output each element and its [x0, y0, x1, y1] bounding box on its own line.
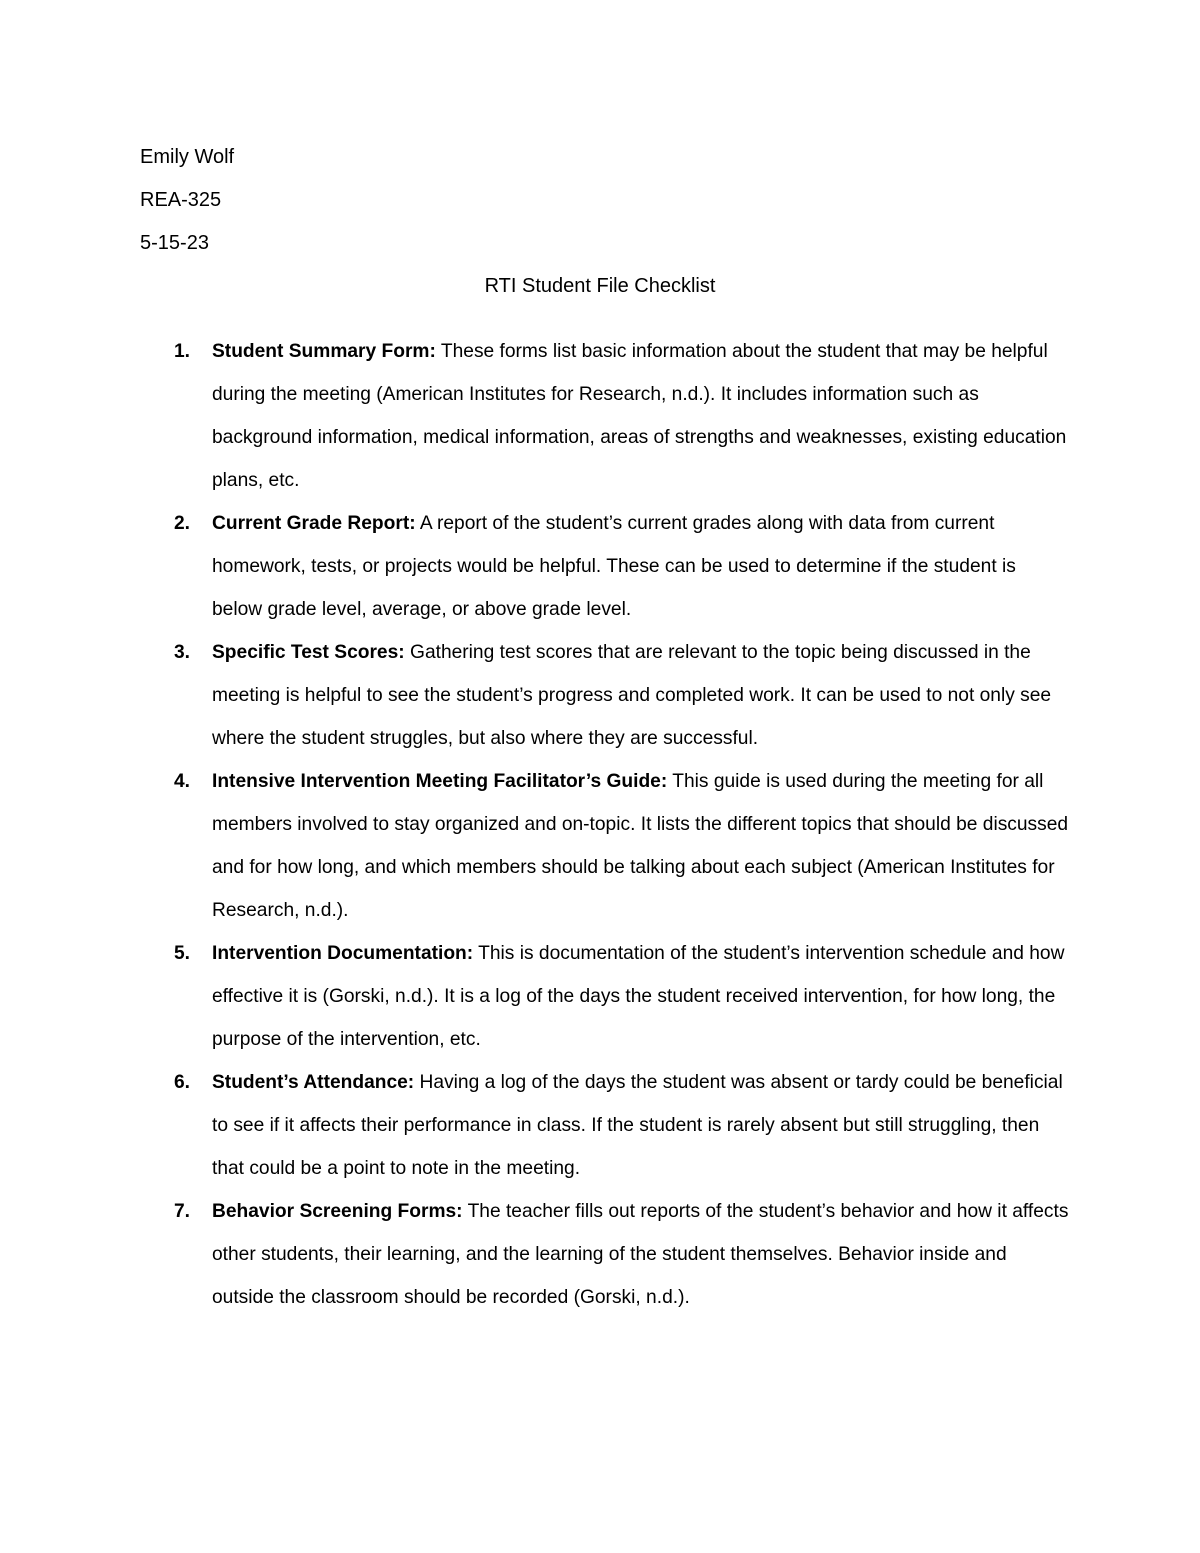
- document-date: 5-15-23: [140, 232, 209, 254]
- item-number: 1.: [174, 341, 191, 362]
- item-text: A report of the student’s current grades along with data from current homework, tests, or projects would be helpful. These can be used to determine if the student is below grade level, average, or above grade level.: [212, 513, 1016, 620]
- checklist: [140, 330, 1070, 1319]
- checklist-item: [140, 330, 1070, 502]
- item-number: 4.: [174, 771, 191, 792]
- checklist-item: [140, 502, 1070, 631]
- checklist-item: [140, 1190, 1070, 1319]
- item-term: Student Summary Form:: [212, 341, 436, 362]
- item-number: 5.: [174, 943, 191, 964]
- item-text: Having a log of the days the student was absent or tardy could be beneficial to see if it affects their performance in class. If the student is rarely absent but still struggling, then that could be a point to note in the meeting.: [212, 1072, 1063, 1179]
- item-number: 2.: [174, 513, 191, 534]
- course-code: REA-325: [140, 189, 222, 211]
- item-text: Gathering test scores that are relevant to the topic being discussed in the meeting is helpful to see the student’s progress and completed work. It can be used to not only see where the student struggles, but also where they are successful.: [212, 642, 1052, 749]
- item-term: Intervention Documentation:: [212, 943, 474, 964]
- item-text: These forms list basic information about the student that may be helpful during the meeting (American Institutes for Research, n.d.). It includes information such as background information, medical information, areas of strengths and weaknesses, existing education plans, etc.: [212, 341, 1067, 491]
- checklist-item: [140, 631, 1070, 760]
- checklist-item: [140, 1061, 1070, 1190]
- item-text: This guide is used during the meeting for all members involved to stay organized and on-topic. It lists the different topics that should be discussed and for how long, and which members should be talking about each subject (American Institutes for Research, n.d.).: [212, 771, 1069, 921]
- item-text: The teacher fills out reports of the student’s behavior and how it affects other students, their learning, and the learning of the student themselves. Behavior inside and outside the classroom should be recorded (Gorski, n.d.).: [212, 1201, 1069, 1308]
- item-term: Intensive Intervention Meeting Facilitator’s Guide:: [212, 771, 668, 792]
- checklist-item: [140, 760, 1070, 932]
- item-term: Current Grade Report:: [212, 513, 416, 534]
- author-name: Emily Wolf: [140, 146, 235, 168]
- item-number: 6.: [174, 1072, 191, 1093]
- item-text: This is documentation of the student’s intervention schedule and how effective it is (Gorski, n.d.). It is a log of the days the student received intervention, for how long, the purpose of the intervention, etc.: [212, 943, 1065, 1050]
- item-number: 7.: [174, 1201, 191, 1222]
- item-term: Behavior Screening Forms:: [212, 1201, 463, 1222]
- checklist-item: [140, 932, 1070, 1061]
- item-term: Student’s Attendance:: [212, 1072, 415, 1093]
- item-term: Specific Test Scores:: [212, 642, 405, 663]
- document-title: RTI Student File Checklist: [484, 275, 716, 297]
- item-number: 3.: [174, 642, 191, 663]
